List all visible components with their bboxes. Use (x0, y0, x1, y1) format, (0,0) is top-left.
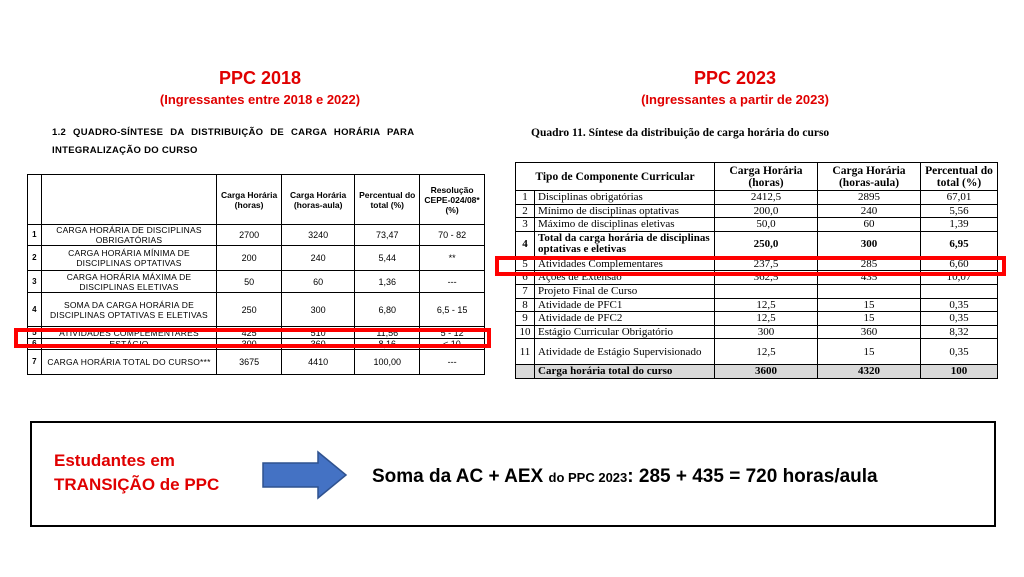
row-hours: 250,0 (715, 231, 818, 257)
table-row (28, 225, 485, 246)
row-percent: 11,56 (355, 327, 420, 339)
row-desc: Atividade de PFC1 (535, 298, 715, 312)
row-number: 6 (516, 271, 535, 285)
row-percent: 0,35 (921, 339, 998, 365)
row-number: 4 (516, 231, 535, 257)
right-arrow-icon (262, 450, 348, 500)
table-caption: Quadro 11. Síntese da distribuição de carga horária do curso (531, 127, 830, 139)
row-resolution: --- (420, 271, 485, 293)
row-percent: 100,00 (355, 350, 420, 375)
section-heading-line1: 1.2 QUADRO-SÍNTESE DA DISTRIBUIÇÃO DE CARGA HORÁRIA PARA (52, 127, 415, 138)
row-number: 10 (516, 325, 535, 339)
row-class-hours: 4320 (818, 365, 921, 379)
col-header-hours: Carga Horária (horas) (715, 163, 818, 191)
col-header-class-hours: Carga Horária (horas-aula) (282, 175, 355, 225)
row-number: 7 (516, 284, 535, 298)
ppc-2018-title: PPC 2018 (218, 68, 302, 88)
row-class-hours: 60 (818, 218, 921, 232)
row-number: 5 (516, 257, 535, 271)
table-row (516, 191, 998, 205)
row-hours: 3675 (217, 350, 282, 375)
col-header-resolution: Resolução CEPE-024/08* (%) (420, 175, 485, 225)
row-hours: 200 (217, 246, 282, 271)
row-desc: Carga horária total do curso (535, 365, 715, 379)
row-resolution: ** (420, 246, 485, 271)
row-resolution: ≤ 10 (420, 339, 485, 350)
row-class-hours: 435 (818, 271, 921, 285)
table-row (516, 339, 998, 365)
row-number: 1 (28, 225, 42, 246)
row-desc: Máximo de disciplinas eletivas (535, 218, 715, 232)
ppc-2023-subtitle: (Ingressantes a partir de 2023) (641, 92, 829, 107)
row-desc: Mínimo de disciplinas optativas (535, 204, 715, 218)
row-percent: 8,16 (355, 339, 420, 350)
row-percent: 1,36 (355, 271, 420, 293)
row-hours (715, 284, 818, 298)
table-row (516, 218, 998, 232)
row-hours: 425 (217, 327, 282, 339)
highlight-box-2023 (495, 256, 1006, 276)
row-class-hours (818, 284, 921, 298)
row-desc: Ações de Extensão (535, 271, 715, 285)
section-heading-line2: INTEGRALIZAÇÃO DO CURSO (52, 145, 198, 156)
row-desc: SOMA DA CARGA HORÁRIA DE DISCIPLINAS OPTATIVAS E ELETIVAS (41, 293, 216, 327)
col-header-percent: Percentual do total (%) (921, 163, 998, 191)
row-class-hours: 15 (818, 312, 921, 326)
row-hours: 12,5 (715, 298, 818, 312)
row-number: 2 (28, 246, 42, 271)
table-row (28, 293, 485, 327)
row-hours: 2700 (217, 225, 282, 246)
table-row (28, 246, 485, 271)
row-hours: 12,5 (715, 312, 818, 326)
row-desc: CARGA HORÁRIA TOTAL DO CURSO*** (41, 350, 216, 375)
row-class-hours: 240 (818, 204, 921, 218)
row-percent (921, 284, 998, 298)
row-number: 1 (516, 191, 535, 205)
row-class-hours: 4410 (282, 350, 355, 375)
row-desc: Total da carga horária de disciplinas optativas e eletivas (535, 231, 715, 257)
row-hours: 50,0 (715, 218, 818, 232)
table-row (516, 298, 998, 312)
row-class-hours: 2895 (818, 191, 921, 205)
table-row (516, 312, 998, 326)
row-number: 2 (516, 204, 535, 218)
col-header-component: Tipo de Componente Curricular (516, 163, 715, 191)
row-class-hours: 60 (282, 271, 355, 293)
row-number: 5 (28, 327, 42, 339)
row-desc: CARGA HORÁRIA MÍNIMA DE DISCIPLINAS OPTATIVAS (41, 246, 216, 271)
table-row-total (516, 365, 998, 379)
row-number: 3 (516, 218, 535, 232)
row-hours: 200,0 (715, 204, 818, 218)
row-class-hours: 360 (818, 325, 921, 339)
row-desc: ESTÁGIO (41, 339, 216, 350)
sum-text (372, 466, 878, 488)
row-desc: Estágio Curricular Obrigatório (535, 325, 715, 339)
row-hours: 2412,5 (715, 191, 818, 205)
table-row (28, 271, 485, 293)
row-hours: 362,5 (715, 271, 818, 285)
row-resolution: 5 - 12 (420, 327, 485, 339)
row-percent: 8,32 (921, 325, 998, 339)
table-row (28, 350, 485, 375)
row-resolution: --- (420, 350, 485, 375)
col-header-hours: Carga Horária (horas) (217, 175, 282, 225)
sum-result: : 285 + 435 = 720 horas/aula (627, 466, 878, 487)
row-number: 8 (516, 298, 535, 312)
row-number: 7 (28, 350, 42, 375)
row-hours: 300 (217, 339, 282, 350)
row-percent: 0,35 (921, 312, 998, 326)
row-hours: 300 (715, 325, 818, 339)
row-number: 6 (28, 339, 42, 350)
row-percent: 5,44 (355, 246, 420, 271)
row-percent: 6,60 (921, 257, 998, 271)
row-class-hours: 300 (818, 231, 921, 257)
row-desc: Atividade de Estágio Supervisionado (535, 339, 715, 365)
row-resolution: 70 - 82 (420, 225, 485, 246)
transition-label-line2: TRANSIÇÃO de PPC (54, 475, 220, 494)
row-number: 4 (28, 293, 42, 327)
row-desc: Projeto Final de Curso (535, 284, 715, 298)
row-desc: CARGA HORÁRIA DE DISCIPLINAS OBRIGATÓRIAS (41, 225, 216, 246)
row-percent: 1,39 (921, 218, 998, 232)
row-percent: 6,80 (355, 293, 420, 327)
highlight-box-2018 (14, 328, 491, 348)
col-header-percent: Percentual do total (%) (355, 175, 420, 225)
row-hours: 250 (217, 293, 282, 327)
row-class-hours: 360 (282, 339, 355, 350)
ppc-2023-title: PPC 2023 (693, 68, 777, 88)
table-row (516, 325, 998, 339)
table-row (516, 284, 998, 298)
table-row (516, 231, 998, 257)
row-class-hours: 510 (282, 327, 355, 339)
row-hours: 12,5 (715, 339, 818, 365)
row-class-hours: 285 (818, 257, 921, 271)
row-percent: 73,47 (355, 225, 420, 246)
row-class-hours: 3240 (282, 225, 355, 246)
row-desc: CARGA HORÁRIA MÁXIMA DE DISCIPLINAS ELETIVAS (41, 271, 216, 293)
sum-prefix: Soma da AC + AEX (372, 466, 544, 487)
row-number: 11 (516, 339, 535, 365)
row-hours: 50 (217, 271, 282, 293)
row-percent: 100 (921, 365, 998, 379)
row-percent: 0,35 (921, 298, 998, 312)
transition-label-line1: Estudantes em (54, 451, 175, 470)
row-class-hours: 15 (818, 339, 921, 365)
row-percent: 5,56 (921, 204, 998, 218)
row-hours: 3600 (715, 365, 818, 379)
table-row (516, 204, 998, 218)
row-number: 3 (28, 271, 42, 293)
row-class-hours: 15 (818, 298, 921, 312)
ppc-2018-subtitle: (Ingressantes entre 2018 e 2022) (159, 92, 361, 107)
row-hours: 237,5 (715, 257, 818, 271)
sum-small: do PPC 2023 (548, 470, 628, 485)
row-percent: 6,95 (921, 231, 998, 257)
row-desc: Atividades Complementares (535, 257, 715, 271)
row-desc: ATIVIDADES COMPLEMENTARES (41, 327, 216, 339)
row-class-hours: 240 (282, 246, 355, 271)
row-desc: Atividade de PFC2 (535, 312, 715, 326)
row-percent: 10,07 (921, 271, 998, 285)
col-header-class-hours: Carga Horária (horas-aula) (818, 163, 921, 191)
row-percent: 67,01 (921, 191, 998, 205)
row-resolution: 6,5 - 15 (420, 293, 485, 327)
transition-label (54, 449, 219, 497)
row-number: 9 (516, 312, 535, 326)
row-desc: Disciplinas obrigatórias (535, 191, 715, 205)
row-class-hours: 300 (282, 293, 355, 327)
